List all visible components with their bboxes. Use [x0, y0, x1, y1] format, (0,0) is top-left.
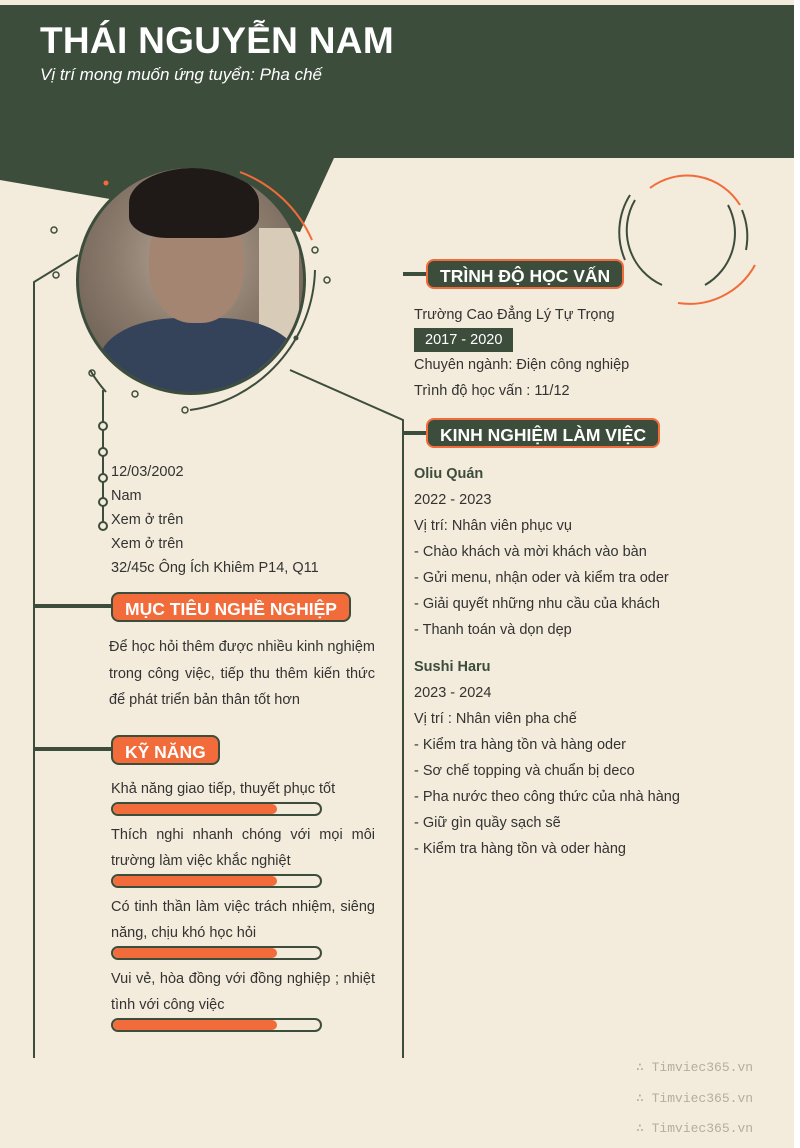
experience-job-2: [414, 654, 680, 862]
education-major: Chuyên ngành: Điện công nghiệp: [414, 357, 630, 373]
job-company: Sushi Haru: [414, 659, 491, 675]
job-duty: - Giải quyết những nhu cầu của khách: [414, 596, 660, 612]
watermark: ∴ Timviec365.vn: [636, 1121, 754, 1136]
job-role: Vị trí: Nhân viên phục vụ: [414, 518, 572, 534]
personal-info: [111, 460, 319, 580]
job-years: 2022 - 2023: [414, 492, 492, 508]
skill-bar: [111, 1018, 322, 1032]
education-heading: TRÌNH ĐỘ HỌC VẤN: [426, 259, 624, 289]
email: Xem ở trên: [111, 536, 184, 552]
skill-text: Có tinh thần làm việc trách nhiệm, siêng năng, chịu khó học hỏi: [111, 899, 375, 941]
job-duty: - Chào khách và mời khách vào bàn: [414, 544, 647, 560]
job-company: Oliu Quán: [414, 466, 484, 482]
watermark: ∴ Timviec365.vn: [636, 1060, 754, 1075]
objective-text: Để học hỏi thêm được nhiều kinh nghiệm trong công việc, tiếp thu thêm kiến thức để phát triển bản thân tốt hơn: [109, 639, 375, 708]
job-duty: - Sơ chế topping và chuẩn bị deco: [414, 763, 635, 779]
education-school: Trường Cao Đẳng Lý Tự Trọng: [414, 307, 615, 323]
skill-text: Thích nghi nhanh chóng với mọi môi trường làm việc khắc nghiệt: [111, 827, 375, 869]
skill-text: Khả năng giao tiếp, thuyết phục tốt: [111, 781, 336, 797]
skill-text: Vui vẻ, hòa đồng với đồng nghiệp ; nhiệt tình với công việc: [111, 971, 375, 1013]
job-duty: - Giữ gìn quầy sạch sẽ: [414, 815, 561, 831]
experience-job-1: [414, 461, 669, 643]
skill-bar: [111, 874, 322, 888]
phone: Xem ở trên: [111, 512, 184, 528]
skill-bar: [111, 946, 322, 960]
objective-heading: MỤC TIÊU NGHỀ NGHIỆP: [111, 592, 351, 622]
education-years: 2017 - 2020: [414, 328, 513, 352]
skills-heading: KỸ NĂNG: [111, 735, 220, 765]
candidate-name: THÁI NGUYỄN NAM: [40, 20, 394, 61]
job-duty: - Pha nước theo công thức của nhà hàng: [414, 789, 680, 805]
skill-bar: [111, 802, 322, 816]
job-years: 2023 - 2024: [414, 685, 492, 701]
experience-heading: KINH NGHIỆM LÀM VIỆC: [426, 418, 660, 448]
birth-date: 12/03/2002: [111, 464, 184, 480]
job-duty: - Gửi menu, nhận oder và kiểm tra oder: [414, 570, 669, 586]
job-duty: - Thanh toán và dọn dẹp: [414, 622, 572, 638]
address: 32/45c Ông Ích Khiêm P14, Q11: [111, 560, 319, 576]
education-section: [414, 302, 629, 404]
job-duty: - Kiểm tra hàng tồn và oder hàng: [414, 841, 626, 857]
job-role: Vị trí : Nhân viên pha chế: [414, 711, 577, 727]
education-level: Trình độ học vấn : 11/12: [414, 383, 570, 399]
job-duty: - Kiểm tra hàng tồn và hàng oder: [414, 737, 626, 753]
avatar: [76, 165, 306, 395]
gender: Nam: [111, 488, 142, 504]
desired-position: Vị trí mong muốn ứng tuyển: Pha chế: [40, 65, 322, 84]
watermark: ∴ Timviec365.vn: [636, 1091, 754, 1106]
